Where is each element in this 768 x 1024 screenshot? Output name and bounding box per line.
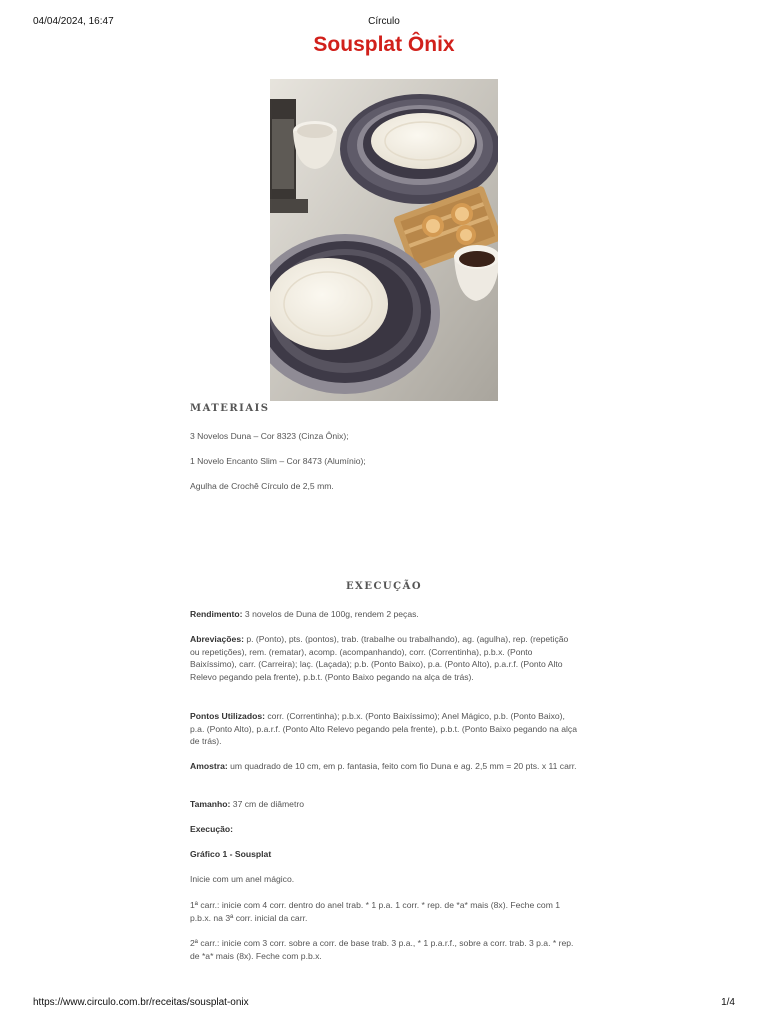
tamanho-text: 37 cm de diâmetro [230, 799, 304, 809]
materiais-heading: MATERIAIS [190, 403, 270, 414]
print-url: https://www.circulo.com.br/receitas/sousplat-onix [33, 997, 249, 1008]
carreira-2-instruction: 2ª carr.: inicie com 3 corr. sobre a corr. de base trab. 3 p.a., * 1 p.a.r.f., sobre a corr. trab. 3 p.a. * rep. de *a* mais (8x). Feche com p.b.x. [190, 938, 574, 961]
tamanho-label: Tamanho: [190, 799, 231, 809]
abreviacoes-paragraph [190, 633, 580, 684]
tamanho-paragraph [190, 798, 580, 811]
rendimento-label: Rendimento: [190, 609, 243, 619]
pontos-text: corr. (Correntinha); p.b.x. (Ponto Baixíssimo); Anel Mágico, p.b. (Ponto Baixo), p.a. (Ponto Alto), p.a.r.f. (Ponto Alto Relevo pegando pela frente), p.b.t. (Ponto Baixo pegando na alça de trás). [190, 711, 577, 747]
print-datetime: 04/04/2024, 16:47 [33, 16, 114, 27]
rendimento-text: 3 novelos de Duna de 100g, rendem 2 peças. [242, 609, 419, 619]
product-photo [270, 79, 498, 401]
execucao-subheading: Execução: [190, 824, 233, 834]
pontos-paragraph [190, 710, 580, 748]
grafico-title: Gráfico 1 - Sousplat [190, 849, 272, 859]
abreviacoes-text: p. (Ponto), pts. (pontos), trab. (trabalhe ou trabalhando), ag. (agulha), rep. (repetição ou repetições), rem. (rematar), acomp. (acompanhando), corr. (Correntinha), p.b.x. (Ponto Baixíssimo), carr. (Carreira); laç. (Laçada); p.b. (Ponto Baixo), p.a. (Ponto Alto), p.a.r.f. (Ponto Alto Relevo pegando pela frente), p.b.t. (Ponto Baixo pegando na alça de trás). [190, 634, 569, 683]
execucao-heading: EXECUÇÃO [345, 581, 423, 592]
abreviacoes-label: Abreviações: [190, 634, 244, 644]
amostra-label: Amostra: [190, 761, 228, 771]
material-item: 1 Novelo Encanto Slim – Cor 8473 (Alumínio); [190, 456, 366, 466]
inicio-instruction: Inicie com um anel mágico. [190, 874, 295, 884]
print-site-name: Círculo [368, 16, 400, 27]
carreira-1-instruction: 1ª carr.: inicie com 4 corr. dentro do anel trab. * 1 p.a. 1 corr. * rep. de *a* mais (8x). Feche com 1 p.b.x. na 3ª corr. inicial da carr. [190, 900, 561, 923]
amostra-paragraph [190, 760, 580, 773]
material-item: Agulha de Crochê Círculo de 2,5 mm. [190, 481, 334, 491]
material-item: 3 Novelos Duna – Cor 8323 (Cinza Ônix); [190, 431, 349, 441]
page-number: 1/4 [721, 997, 735, 1008]
rendimento-paragraph [190, 608, 580, 621]
page-title: Sousplat Ônix [313, 33, 455, 56]
amostra-text: um quadrado de 10 cm, em p. fantasia, feito com fio Duna e ag. 2,5 mm = 20 pts. x 11 carr. [227, 761, 577, 771]
pontos-label: Pontos Utilizados: [190, 711, 265, 721]
